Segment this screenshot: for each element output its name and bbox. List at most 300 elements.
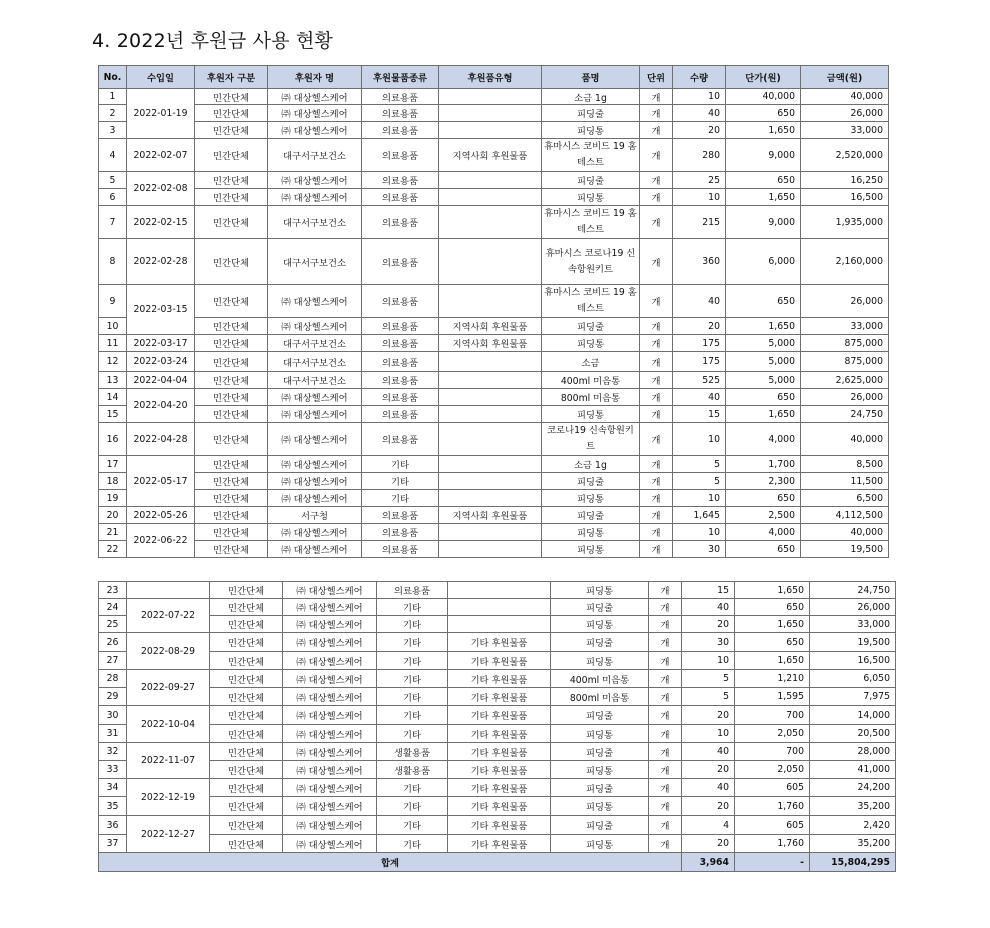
cell-item-name: 휴마시스 코비드 19 홈테스트 (542, 206, 640, 239)
cell-item-type: 기타 후원물품 (448, 743, 551, 761)
cell-donor-name: ㈜ 대상헬스케어 (283, 652, 377, 670)
table-row (99, 541, 889, 558)
cell-donor-name: ㈜ 대상헬스케어 (268, 189, 362, 206)
cell-item-name: 피딩통 (551, 835, 649, 853)
cell-unit: 개 (649, 835, 682, 853)
cell-item-name: 피딩줄 (551, 743, 649, 761)
cell-date: 2022-05-26 (127, 507, 195, 524)
cell-price: 4,000 (726, 423, 801, 456)
cell-qty: 10 (682, 652, 735, 670)
header-price: 단가(원) (726, 66, 801, 89)
cell-unit: 개 (640, 239, 673, 285)
cell-row-no: 23 (99, 582, 127, 599)
cell-item-name: 소금 1g (542, 456, 640, 473)
cell-row-no: 17 (99, 456, 127, 473)
cell-price: 650 (726, 389, 801, 406)
cell-price: 650 (735, 599, 810, 616)
cell-donor-type: 민간단체 (195, 507, 268, 524)
cell-donor-type: 민간단체 (195, 189, 268, 206)
cell-unit: 개 (649, 652, 682, 670)
table-row (99, 524, 889, 541)
cell-price: 700 (735, 743, 810, 761)
cell-date: 2022-02-28 (127, 239, 195, 285)
cell-item-name: 피딩통 (542, 122, 640, 139)
cell-donor-name: ㈜ 대상헬스케어 (283, 616, 377, 633)
cell-price: 40,000 (726, 89, 801, 105)
cell-unit: 개 (640, 285, 673, 318)
cell-qty: 10 (682, 725, 735, 743)
cell-item-name: 피딩통 (551, 797, 649, 816)
cell-donor-type: 민간단체 (210, 761, 283, 779)
cell-item-type (439, 285, 542, 318)
cell-qty: 40 (682, 779, 735, 797)
cell-item-type (439, 490, 542, 507)
cell-item-kind: 의료용품 (362, 352, 439, 372)
cell-row-no: 5 (99, 172, 127, 189)
cell-donor-type: 민간단체 (195, 105, 268, 122)
cell-amount: 2,520,000 (801, 139, 889, 172)
cell-donor-name: 대구서구보건소 (268, 206, 362, 239)
cell-donor-type: 민간단체 (195, 524, 268, 541)
cell-unit: 개 (640, 122, 673, 139)
cell-item-kind: 의료용품 (362, 423, 439, 456)
cell-unit: 개 (640, 335, 673, 352)
cell-item-name: 피딩통 (542, 335, 640, 352)
cell-amount: 20,500 (810, 725, 896, 743)
cell-row-no: 8 (99, 239, 127, 285)
cell-qty: 40 (682, 599, 735, 616)
cell-unit: 개 (649, 725, 682, 743)
cell-date: 2022-04-20 (127, 389, 195, 423)
cell-item-type: 기타 후원물품 (448, 816, 551, 835)
cell-qty: 4 (682, 816, 735, 835)
header-no: No. (99, 66, 127, 89)
cell-item-kind: 의료용품 (362, 372, 439, 389)
table-row (99, 490, 889, 507)
cell-qty: 25 (673, 172, 726, 189)
cell-amount: 8,500 (801, 456, 889, 473)
cell-item-name: 피딩줄 (542, 105, 640, 122)
cell-item-kind: 의료용품 (362, 139, 439, 172)
cell-item-type (439, 172, 542, 189)
cell-donor-type: 민간단체 (210, 835, 283, 853)
cell-row-no: 33 (99, 761, 127, 779)
cell-qty: 20 (682, 616, 735, 633)
cell-item-kind: 기타 (377, 599, 448, 616)
cell-item-type (439, 423, 542, 456)
cell-unit: 개 (640, 406, 673, 423)
cell-unit: 개 (640, 89, 673, 105)
cell-item-kind: 의료용품 (362, 507, 439, 524)
cell-donor-type: 민간단체 (210, 599, 283, 616)
cell-unit: 개 (640, 473, 673, 490)
cell-item-name: 피딩줄 (542, 507, 640, 524)
cell-unit: 개 (640, 318, 673, 335)
cell-donor-name: 대구서구보건소 (268, 239, 362, 285)
cell-amount: 2,420 (810, 816, 896, 835)
cell-amount: 26,000 (801, 389, 889, 406)
cell-amount: 33,000 (801, 122, 889, 139)
cell-price: 1,650 (726, 122, 801, 139)
cell-item-name: 피딩줄 (551, 779, 649, 797)
cell-unit: 개 (640, 105, 673, 122)
cell-item-type: 기타 후원물품 (448, 797, 551, 816)
cell-price: 1,700 (726, 456, 801, 473)
cell-date: 2022-10-04 (127, 706, 210, 743)
cell-price: 1,650 (726, 318, 801, 335)
header-donor: 후원자 명 (268, 66, 362, 89)
cell-item-type (439, 524, 542, 541)
cell-unit: 개 (640, 507, 673, 524)
table-row (99, 507, 889, 524)
cell-date: 2022-03-17 (127, 335, 195, 352)
table-row (99, 352, 889, 372)
cell-date: 2022-01-19 (127, 89, 195, 139)
cell-item-type: 지역사회 후원물품 (439, 335, 542, 352)
cell-qty: 360 (673, 239, 726, 285)
cell-date: 2022-12-27 (127, 816, 210, 853)
cell-item-kind: 기타 (377, 688, 448, 706)
cell-row-no: 16 (99, 423, 127, 456)
cell-date: 2022-03-24 (127, 352, 195, 372)
cell-price: 650 (726, 172, 801, 189)
cell-donor-name: ㈜ 대상헬스케어 (283, 725, 377, 743)
cell-date: 2022-04-04 (127, 372, 195, 389)
cell-item-type: 기타 후원물품 (448, 652, 551, 670)
table-row (99, 616, 896, 633)
cell-amount: 40,000 (801, 524, 889, 541)
cell-qty: 1,645 (673, 507, 726, 524)
cell-item-name: 피딩줄 (542, 473, 640, 490)
header-kind: 후원물품종류 (362, 66, 439, 89)
cell-item-kind: 기타 (377, 706, 448, 725)
cell-qty: 30 (673, 541, 726, 558)
cell-price: 1,650 (735, 582, 810, 599)
table-row (99, 206, 889, 239)
cell-item-type (439, 372, 542, 389)
cell-price: 605 (735, 816, 810, 835)
cell-item-type: 기타 후원물품 (448, 706, 551, 725)
cell-unit: 개 (640, 490, 673, 507)
cell-price: 4,000 (726, 524, 801, 541)
cell-unit: 개 (649, 616, 682, 633)
cell-price: 9,000 (726, 206, 801, 239)
cell-price: 1,650 (735, 616, 810, 633)
table-row (99, 372, 889, 389)
header-type: 후원품유형 (439, 66, 542, 89)
cell-row-no: 19 (99, 490, 127, 507)
cell-item-kind: 기타 (362, 473, 439, 490)
cell-amount: 7,975 (810, 688, 896, 706)
header-amount: 금액(원) (801, 66, 889, 89)
cell-price: 1,650 (735, 652, 810, 670)
cell-item-type (439, 473, 542, 490)
cell-price: 1,760 (735, 835, 810, 853)
cell-row-no: 3 (99, 122, 127, 139)
cell-donor-type: 민간단체 (210, 616, 283, 633)
cell-item-name: 휴마시스 코로나19 신속항원키트 (542, 239, 640, 285)
cell-donor-type: 민간단체 (195, 541, 268, 558)
cell-qty: 40 (673, 105, 726, 122)
cell-price: 1,760 (735, 797, 810, 816)
cell-date: 2022-04-28 (127, 423, 195, 456)
table-row (99, 105, 889, 122)
cell-amount: 26,000 (810, 599, 896, 616)
cell-price: 1,650 (726, 406, 801, 423)
cell-item-kind: 의료용품 (362, 285, 439, 318)
cell-row-no: 2 (99, 105, 127, 122)
cell-qty: 5 (682, 688, 735, 706)
table-row (99, 318, 889, 335)
table-row (99, 816, 896, 835)
cell-item-name: 피딩통 (542, 541, 640, 558)
cell-amount: 6,050 (810, 670, 896, 688)
cell-row-no: 18 (99, 473, 127, 490)
cell-unit: 개 (640, 423, 673, 456)
cell-qty: 15 (673, 406, 726, 423)
cell-item-kind: 의료용품 (362, 335, 439, 352)
cell-donor-name: 대구서구보건소 (268, 139, 362, 172)
cell-item-type (439, 541, 542, 558)
table-row (99, 423, 889, 456)
cell-item-kind: 의료용품 (362, 206, 439, 239)
header-qty: 수량 (673, 66, 726, 89)
cell-qty: 10 (673, 490, 726, 507)
table-row (99, 406, 889, 423)
cell-price: 5,000 (726, 372, 801, 389)
cell-item-name: 피딩줄 (551, 599, 649, 616)
cell-amount: 35,200 (810, 797, 896, 816)
table-row (99, 172, 889, 189)
cell-row-no: 24 (99, 599, 127, 616)
cell-donor-type: 민간단체 (195, 139, 268, 172)
cell-item-type: 기타 후원물품 (448, 688, 551, 706)
cell-donor-type: 민간단체 (195, 352, 268, 372)
cell-donor-name: ㈜ 대상헬스케어 (268, 456, 362, 473)
cell-amount: 11,500 (801, 473, 889, 490)
table-row (99, 599, 896, 616)
cell-item-type: 기타 후원물품 (448, 725, 551, 743)
cell-unit: 개 (640, 172, 673, 189)
cell-item-kind: 기타 (362, 456, 439, 473)
cell-unit: 개 (649, 633, 682, 652)
cell-item-type: 지역사회 후원물품 (439, 318, 542, 335)
cell-unit: 개 (649, 797, 682, 816)
cell-donor-name: ㈜ 대상헬스케어 (268, 122, 362, 139)
cell-donor-name: ㈜ 대상헬스케어 (268, 473, 362, 490)
cell-unit: 개 (640, 372, 673, 389)
cell-price: 650 (726, 490, 801, 507)
cell-qty: 20 (682, 706, 735, 725)
cell-price: 5,000 (726, 352, 801, 372)
cell-donor-type: 민간단체 (195, 318, 268, 335)
cell-amount: 14,000 (810, 706, 896, 725)
cell-row-no: 35 (99, 797, 127, 816)
cell-unit: 개 (640, 139, 673, 172)
cell-item-name: 피딩통 (551, 616, 649, 633)
cell-item-kind: 의료용품 (362, 189, 439, 206)
cell-price: 1,210 (735, 670, 810, 688)
cell-qty: 10 (673, 89, 726, 105)
cell-qty: 280 (673, 139, 726, 172)
cell-item-type (439, 389, 542, 406)
table-row (99, 670, 896, 688)
cell-donor-name: ㈜ 대상헬스케어 (268, 318, 362, 335)
cell-amount: 33,000 (801, 318, 889, 335)
cell-qty: 20 (673, 122, 726, 139)
cell-item-name: 피딩줄 (542, 172, 640, 189)
cell-price: 2,050 (735, 761, 810, 779)
table-row (99, 139, 889, 172)
cell-donor-name: ㈜ 대상헬스케어 (283, 779, 377, 797)
cell-unit: 개 (649, 599, 682, 616)
cell-price: 700 (735, 706, 810, 725)
cell-amount: 40,000 (801, 89, 889, 105)
cell-row-no: 9 (99, 285, 127, 318)
cell-date: 2022-03-15 (127, 285, 195, 335)
cell-price: 2,300 (726, 473, 801, 490)
cell-row-no: 7 (99, 206, 127, 239)
cell-item-type: 기타 후원물품 (448, 835, 551, 853)
cell-item-name: 400ml 미음통 (551, 670, 649, 688)
cell-row-no: 12 (99, 352, 127, 372)
cell-item-name: 피딩통 (551, 725, 649, 743)
cell-row-no: 27 (99, 652, 127, 670)
cell-row-no: 34 (99, 779, 127, 797)
cell-item-name: 800ml 미음통 (551, 688, 649, 706)
cell-item-name: 피딩통 (542, 524, 640, 541)
cell-unit: 개 (649, 779, 682, 797)
cell-price: 6,000 (726, 239, 801, 285)
cell-donor-type: 민간단체 (195, 206, 268, 239)
cell-donor-name: ㈜ 대상헬스케어 (268, 105, 362, 122)
cell-qty: 20 (673, 318, 726, 335)
cell-item-name: 소금 1g (542, 89, 640, 105)
cell-amount: 875,000 (801, 352, 889, 372)
cell-qty: 20 (682, 761, 735, 779)
cell-price: 9,000 (726, 139, 801, 172)
table-row (99, 473, 889, 490)
cell-donor-name: ㈜ 대상헬스케어 (268, 423, 362, 456)
cell-amount: 16,500 (810, 652, 896, 670)
header-unit: 단위 (640, 66, 673, 89)
cell-donor-name: ㈜ 대상헬스케어 (283, 816, 377, 835)
cell-row-no: 37 (99, 835, 127, 853)
cell-unit: 개 (649, 688, 682, 706)
cell-item-name: 800ml 미음통 (542, 389, 640, 406)
table-row (99, 835, 896, 853)
cell-donor-name: ㈜ 대상헬스케어 (283, 706, 377, 725)
cell-date: 2022-11-07 (127, 743, 210, 779)
cell-donor-type: 민간단체 (210, 688, 283, 706)
cell-donor-type: 민간단체 (195, 335, 268, 352)
cell-item-name: 피딩통 (551, 652, 649, 670)
cell-item-kind: 기타 (377, 797, 448, 816)
cell-row-no: 1 (99, 89, 127, 105)
cell-price: 650 (726, 105, 801, 122)
cell-item-name: 코로나19 신속항원키트 (542, 423, 640, 456)
cell-donor-name: ㈜ 대상헬스케어 (268, 285, 362, 318)
cell-item-kind: 기타 (377, 779, 448, 797)
table-row (99, 688, 896, 706)
cell-donor-type: 민간단체 (210, 670, 283, 688)
cell-item-name: 피딩통 (551, 582, 649, 599)
cell-date: 2022-05-17 (127, 456, 195, 507)
cell-qty: 20 (682, 797, 735, 816)
cell-donor-name: 대구서구보건소 (268, 352, 362, 372)
cell-item-name: 소금 (542, 352, 640, 372)
cell-item-name: 피딩통 (551, 761, 649, 779)
cell-unit: 개 (649, 670, 682, 688)
cell-item-kind: 기타 (377, 670, 448, 688)
cell-donor-name: ㈜ 대상헬스케어 (283, 688, 377, 706)
cell-amount: 19,500 (801, 541, 889, 558)
cell-amount: 41,000 (810, 761, 896, 779)
cell-date: 2022-09-27 (127, 670, 210, 706)
cell-item-kind: 의료용품 (362, 406, 439, 423)
cell-price: 5,000 (726, 335, 801, 352)
cell-qty: 175 (673, 352, 726, 372)
cell-donor-type: 민간단체 (195, 239, 268, 285)
total-amount: 15,804,295 (810, 853, 896, 872)
cell-donor-name: ㈜ 대상헬스케어 (268, 406, 362, 423)
cell-item-name: 피딩줄 (551, 706, 649, 725)
cell-row-no: 28 (99, 670, 127, 688)
cell-item-type (439, 122, 542, 139)
cell-item-name: 휴마시스 코비드 19 홈테스트 (542, 285, 640, 318)
cell-date: 2022-07-22 (127, 599, 210, 633)
cell-donor-name: ㈜ 대상헬스케어 (268, 524, 362, 541)
cell-qty: 30 (682, 633, 735, 652)
table-row (99, 652, 896, 670)
cell-item-type: 지역사회 후원물품 (439, 139, 542, 172)
cell-row-no: 20 (99, 507, 127, 524)
cell-item-type (439, 105, 542, 122)
cell-unit: 개 (649, 743, 682, 761)
cell-item-name: 400ml 미음통 (542, 372, 640, 389)
cell-item-type (439, 89, 542, 105)
cell-item-kind: 기타 (377, 816, 448, 835)
cell-item-kind: 의료용품 (362, 105, 439, 122)
table-row (99, 743, 896, 761)
cell-row-no: 30 (99, 706, 127, 725)
cell-row-no: 10 (99, 318, 127, 335)
cell-item-type (439, 406, 542, 423)
cell-row-no: 21 (99, 524, 127, 541)
cell-qty: 10 (673, 423, 726, 456)
cell-item-kind: 기타 (377, 725, 448, 743)
table-row (99, 456, 889, 473)
cell-donor-type: 민간단체 (210, 582, 283, 599)
cell-row-no: 11 (99, 335, 127, 352)
cell-amount: 24,750 (801, 406, 889, 423)
cell-price: 650 (735, 633, 810, 652)
cell-item-name: 피딩줄 (551, 633, 649, 652)
cell-donor-type: 민간단체 (195, 285, 268, 318)
header-donor-type: 후원자 구분 (195, 66, 268, 89)
cell-donor-type: 민간단체 (210, 779, 283, 797)
cell-item-type: 기타 후원물품 (448, 633, 551, 652)
cell-donor-type: 민간단체 (195, 406, 268, 423)
cell-donor-name: ㈜ 대상헬스케어 (283, 670, 377, 688)
cell-item-name: 피딩통 (542, 189, 640, 206)
cell-donor-name: ㈜ 대상헬스케어 (283, 599, 377, 616)
cell-unit: 개 (640, 524, 673, 541)
cell-qty: 40 (682, 743, 735, 761)
cell-donor-type: 민간단체 (210, 725, 283, 743)
cell-qty: 10 (673, 189, 726, 206)
cell-donor-name: ㈜ 대상헬스케어 (283, 743, 377, 761)
